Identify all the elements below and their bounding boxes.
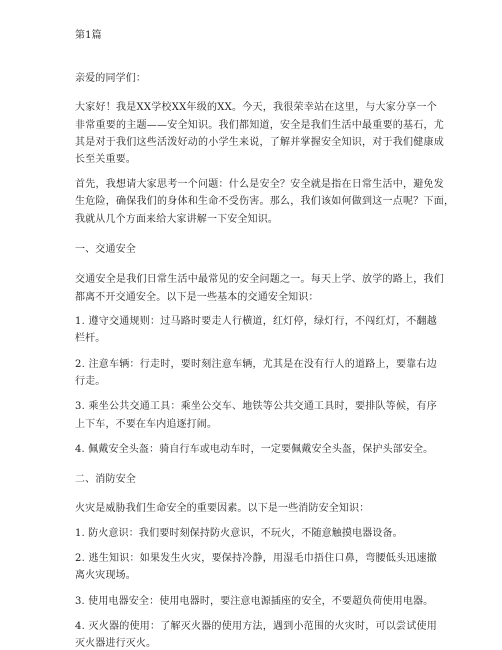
list-item-line: 4. 灭火器的使用：了解灭火器的使用方法，遇到小范围的火灾时，可以尝试使用 [75,621,437,632]
paragraph-line: 我就从几个方面来给大家讲解一下安全知识。 [75,214,278,225]
section-intro-line: 都离不开交通安全。以下是一些基本的交通安全知识： [75,292,319,303]
list-item-line: 灭火器进行灭火。 [75,638,157,649]
section-intro-line: 火灾是威胁我们生命安全的重要因素。以下是一些消防安全知识： [75,503,370,514]
intro-line: 大家好！我是XX学校XX年级的XX。今天，我很荣幸站在这里，与大家分享一个 [75,102,437,113]
intro-line: 非常重要的主题——安全知识。我们都知道，安全是我们生活中最重要的基石，尤 [75,120,444,131]
list-item-line: 栏杆。 [75,333,106,344]
section-heading-traffic: 一、交通安全 [75,244,136,255]
list-item-line: 离火灾现场。 [75,570,136,581]
list-item-line: 2. 逃生知识：如果发生火灾，要保持冷静，用湿毛巾捂住口鼻，弯腰低头迅速撤 [75,553,437,564]
paragraph-line: 首先，我想请大家思考一个问题：什么是安全？安全就是指在日常生活中，避免发 [75,179,444,190]
section-heading-fire: 二、消防安全 [75,474,136,485]
list-item-line: 4. 佩戴安全头盔：骑自行车或电动车时，一定要佩戴安全头盔，保护头部安全。 [75,444,434,455]
part-heading: 第1篇 [75,30,102,41]
list-item-line: 3. 使用电器安全：使用电器时，要注意电源插座的安全，不要超负荷使用电器。 [75,596,434,607]
list-item-line: 行走。 [75,376,106,387]
greeting: 亲爱的同学们： [75,73,147,84]
list-item-line: 1. 遵守交通规则：过马路时要走人行横道，红灯停，绿灯行，不闯红灯，不翻越 [75,316,437,327]
section-intro-line: 交通安全是我们日常生活中最常见的安全问题之一。每天上学、放学的路上，我们 [75,274,444,285]
list-item-line: 3. 乘坐公共交通工具：乘坐公交车、地铁等公共交通工具时，要排队等候，有序 [75,401,437,412]
paragraph-line: 生危险，确保我们的身体和生命不受伤害。那么，我们该如何做到这一点呢？下面， [75,196,455,207]
intro-line: 其是对于我们这些活泼好动的小学生来说，了解并掌握安全知识，对于我们健康成 [75,137,444,148]
list-item-line: 2. 注意车辆：行走时，要时刻注意车辆，尤其是在没有行人的道路上，要靠右边 [75,359,437,370]
list-item-line: 1. 防火意识：我们要时刻保持防火意识，不玩火，不随意触摸电器设备。 [75,528,403,539]
intro-line: 长至关重要。 [75,154,136,165]
list-item-line: 上下车，不要在车内追逐打闹。 [75,419,218,430]
